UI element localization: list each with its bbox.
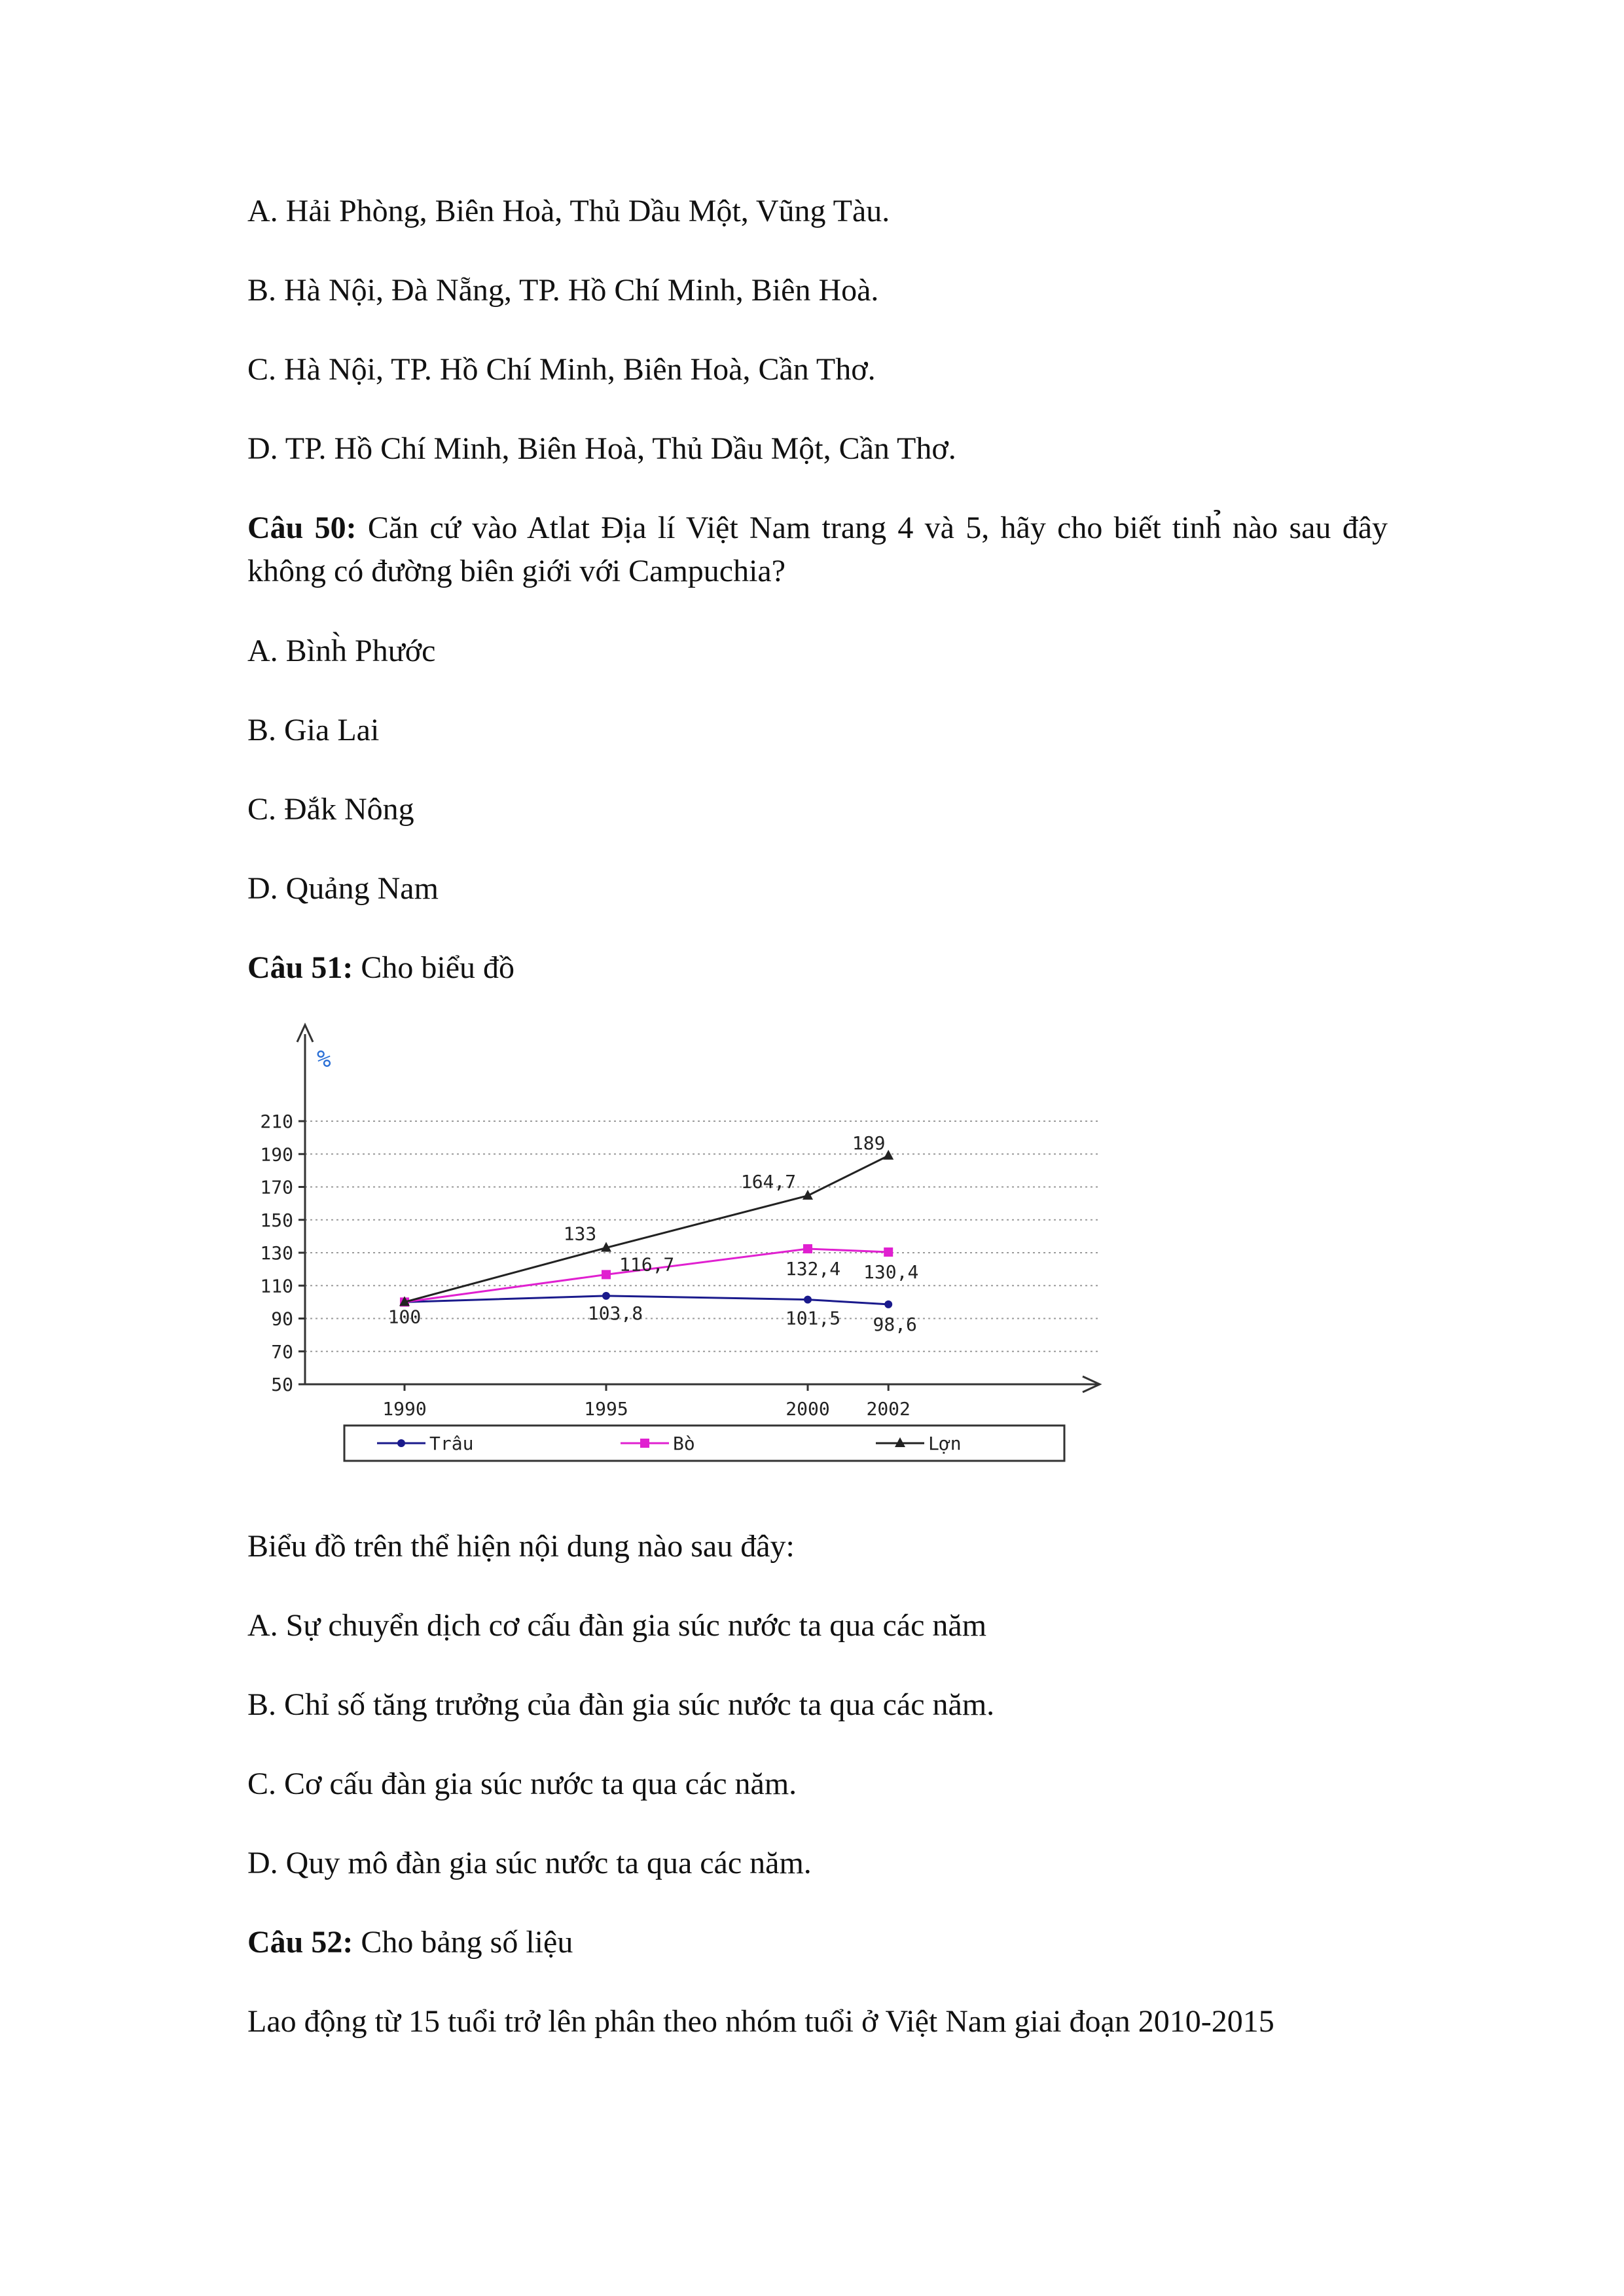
y-tick-label-70: 70 <box>271 1340 293 1363</box>
point-bo-1995 <box>602 1270 611 1279</box>
q52-label: Câu 52: <box>247 1925 353 1960</box>
q51-option-a: A. Sự chuyển dịch cơ cấu đàn gia súc nước ta qua các năm <box>247 1608 987 1643</box>
q51-text: Cho biểu đồ <box>353 950 514 985</box>
point-bo-2002 <box>884 1247 893 1257</box>
q51-prompt: Biểu đồ trên thể hiện nội dung nào sau đây: <box>247 1529 795 1564</box>
q51-label: Câu 51: <box>247 950 353 985</box>
q52-description: Lao động từ 15 tuổi trở lên phân theo nhóm tuổi ở Việt Nam giai đoạn 2010-2015 <box>247 2004 1274 2039</box>
x-tick-label-2002: 2002 <box>866 1398 911 1420</box>
legend-marker-bo <box>640 1439 649 1448</box>
q49-option-b: B. Hà Nội, Đà Nẵng, TP. Hồ Chí Minh, Biên Hoà. <box>247 273 879 308</box>
data-label-bo-2002: 130,4 <box>863 1261 919 1283</box>
legend-label-lon: Lợn <box>928 1433 962 1454</box>
y-tick-label-50: 50 <box>271 1374 293 1395</box>
data-label-bo-2000: 132,4 <box>785 1257 841 1280</box>
x-tick-label-1990: 1990 <box>382 1398 427 1420</box>
q51-option-c: C. Cơ cấu đàn gia súc nước ta qua các năm. <box>247 1767 797 1801</box>
q51-option-d: D. Quy mô đàn gia súc nước ta qua các năm. <box>247 1846 812 1880</box>
series-line-trau <box>405 1296 888 1304</box>
y-tick-label-190: 190 <box>260 1143 293 1166</box>
livestock-growth-chart <box>247 1021 1111 1473</box>
legend-label-bo: Bò <box>673 1433 695 1454</box>
q49-option-a: A. Hải Phòng, Biên Hoà, Thủ Dầu Một, Vũng Tàu. <box>247 194 890 228</box>
y-tick-label-150: 150 <box>260 1209 293 1231</box>
q49-option-c: C. Hà Nội, TP. Hồ Chí Minh, Biên Hoà, Cần Thơ. <box>247 352 876 387</box>
series-line-lon <box>405 1156 888 1302</box>
legend-label-trau: Trâu <box>429 1433 474 1454</box>
q52-text: Cho bảng số liệu <box>353 1925 573 1960</box>
y-tick-label-210: 210 <box>260 1111 293 1132</box>
y-tick-label-130: 130 <box>260 1242 293 1264</box>
q51-question <box>247 946 514 990</box>
q50-option-a: A. Bình̀ Phước <box>247 634 436 668</box>
q49-option-d: D. TP. Hồ Chí Minh, Biên Hoà, Thủ Dầu Một, Cần Thơ. <box>247 431 956 466</box>
q50-option-c: C. Đắk Nông <box>247 792 414 827</box>
data-label-trau-2000: 101,5 <box>785 1307 841 1329</box>
q52-question <box>247 1921 573 1964</box>
data-label-trau-1990: 100 <box>388 1306 422 1328</box>
q50-label: Câu 50: <box>247 511 357 545</box>
data-label-trau-2002: 98,6 <box>873 1313 917 1335</box>
x-tick-label-1995: 1995 <box>584 1398 628 1420</box>
y-tick-label-170: 170 <box>260 1176 293 1198</box>
point-trau-2002 <box>884 1300 892 1308</box>
q50-text: Căn cứ vào Atlat Địa lí Việt Nam trang 4 và 5, hãy cho biết tinh̉ nào sau đây không có đường biên giới với Campuchia? <box>247 511 1388 588</box>
y-tick-label-110: 110 <box>260 1275 293 1297</box>
y-tick-label-90: 90 <box>271 1308 293 1330</box>
q50-option-b: B. Gia Lai <box>247 713 380 747</box>
q50-question <box>247 507 1388 593</box>
y-axis-unit-label: % <box>317 1046 331 1073</box>
legend-marker-trau <box>397 1439 405 1447</box>
x-tick-label-2000: 2000 <box>785 1398 830 1420</box>
data-label-lon-1995: 133 <box>563 1223 597 1245</box>
point-trau-1995 <box>602 1292 610 1300</box>
q50-option-d: D. Quảng Nam <box>247 871 439 906</box>
point-trau-2000 <box>804 1296 812 1304</box>
point-bo-2000 <box>803 1244 812 1253</box>
data-label-trau-1995: 103,8 <box>587 1302 643 1324</box>
data-label-lon-2000: 164,7 <box>740 1170 797 1193</box>
data-label-lon-2002: 189 <box>852 1132 886 1154</box>
q51-option-b: B. Chỉ số tăng trưởng của đàn gia súc nước ta qua các năm. <box>247 1687 995 1722</box>
data-label-bo-1995: 116,7 <box>619 1253 675 1276</box>
